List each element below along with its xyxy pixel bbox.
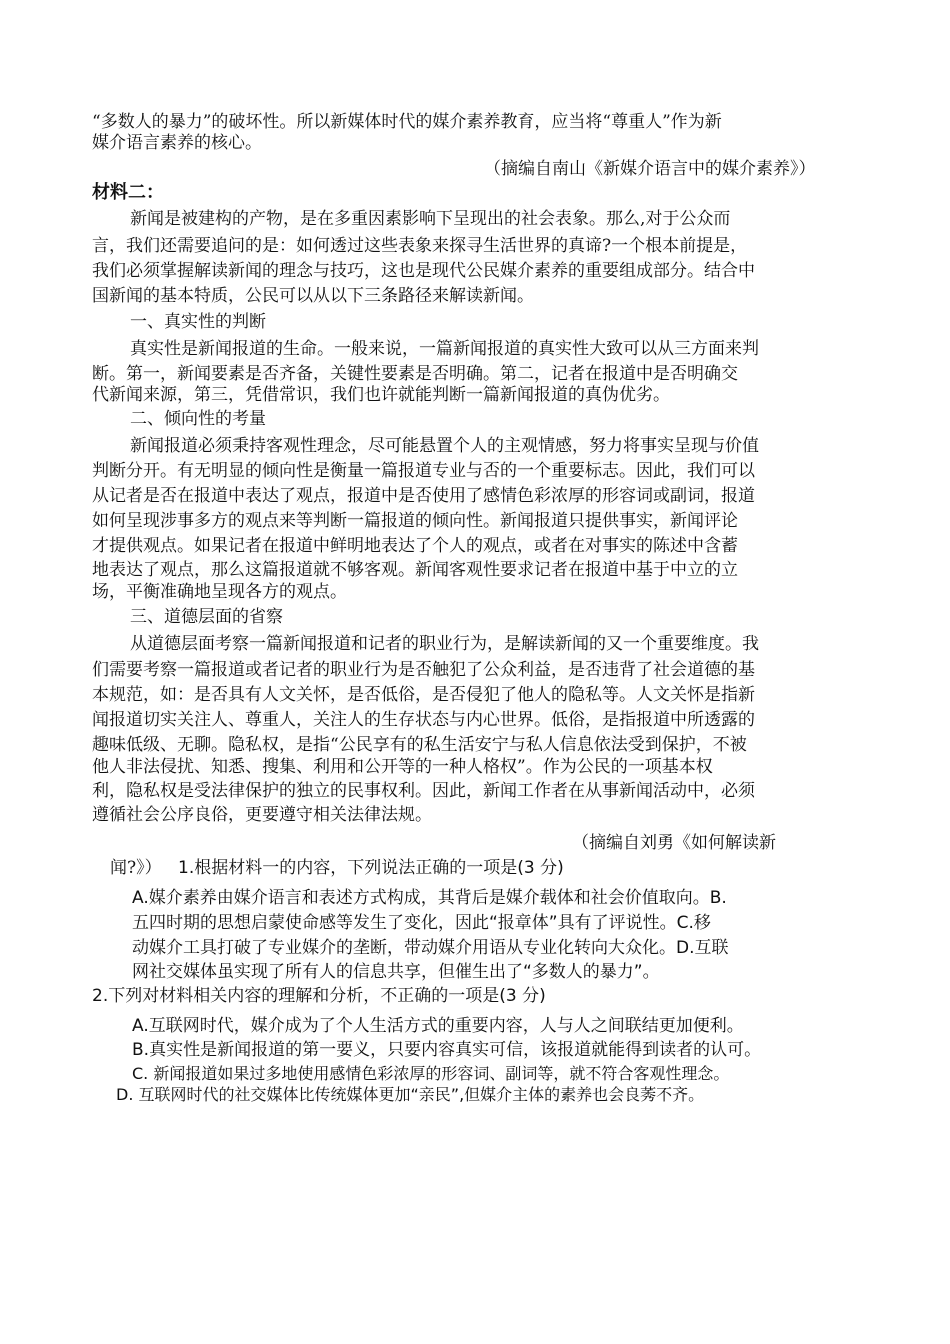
question-1-stem: 1.根据材料一的内容，下列说法正确的一项是(3 分) xyxy=(178,858,564,878)
subsection-title: 一、真实性的判断 xyxy=(130,312,266,332)
paragraph-line: 断。第一，新闻要素是否齐备，关键性要素是否明确。第二，记者在报道中是否明确交 xyxy=(92,364,738,384)
paragraph-line: 他人非法侵扰、知悉、搜集、利用和公开等的一种人格权”。作为公民的一项基本权 xyxy=(92,757,713,777)
paragraph-line: 们需要考察一篇报道或者记者的职业行为是否触犯了公众利益，是否违背了社会道德的基 xyxy=(92,660,755,680)
paragraph-line: 真实性是新闻报道的生命。一般来说，一篇新闻报道的真实性大致可以从三方面来判 xyxy=(130,339,759,359)
paragraph-line: 遵循社会公序良俗，更要遵守相关法律法规。 xyxy=(92,805,432,825)
question-2-option: B.真实性是新闻报道的第一要义，只要内容真实可信，该报道就能得到读者的认可。 xyxy=(132,1040,762,1060)
paragraph-line: 地表达了观点，那么这篇报道就不够客观。新闻客观性要求记者在报道中基于中立的立 xyxy=(92,560,738,580)
paragraph-line: “多数人的暴力”的破坏性。所以新媒体时代的媒介素养教育，应当将“尊重人”作为新 xyxy=(92,112,722,132)
paragraph-line: 如何呈现涉事多方的观点来等判断一篇报道的倾向性。新闻报道只提供事实，新闻评论 xyxy=(92,511,738,531)
question-1-option: A.媒介素养由媒介语言和表述方式构成，其背后是媒介载体和社会价值取向。B. xyxy=(132,888,727,908)
question-2-option: C. 新闻报道如果过多地使用感情色彩浓厚的形容词、副词等，就不符合客观性理念。 xyxy=(132,1064,730,1083)
question-2-option: A.互联网时代，媒介成为了个人生活方式的重要内容，人与人之间联结更加便利。 xyxy=(132,1016,744,1036)
paragraph-line: 从记者是否在报道中表达了观点，报道中是否使用了感情色彩浓厚的形容词或副词，报道 xyxy=(92,486,755,506)
paragraph-line: 本规范，如：是否具有人文关怀，是否低俗，是否侵犯了他人的隐私等。人文关怀是指新 xyxy=(92,685,755,705)
question-1-option: 网社交媒体虽实现了所有人的信息共享，但催生出了“多数人的暴力”。 xyxy=(132,962,660,982)
paragraph-line: 代新闻来源，第三，凭借常识，我们也许就能判断一篇新闻报道的真伪优劣。 xyxy=(92,385,670,405)
paragraph-line: 言，我们还需要追问的是：如何透过这些表象来探寻生活世界的真谛?一个根本前提是， xyxy=(92,236,748,256)
source-citation: （摘编自南山《新媒介语言中的媒介素养》） xyxy=(484,159,816,179)
question-1-option: 五四时期的思想启蒙使命感等发生了变化，因此“报章体”具有了评说性。C.移 xyxy=(132,913,711,933)
question-2-option: D. 互联网时代的社交媒体比传统媒体更加“亲民”,但媒介主体的素养也会良莠不齐。 xyxy=(116,1085,705,1104)
paragraph-line: 媒介语言素养的核心。 xyxy=(92,133,262,153)
source-citation: （摘编自刘勇《如何解读新 xyxy=(572,833,776,853)
subsection-title: 三、道德层面的省察 xyxy=(130,607,283,627)
paragraph-line: 判断分开。有无明显的倾向性是衡量一篇报道专业与否的一个重要标志。因此，我们可以 xyxy=(92,461,755,481)
subsection-title: 二、倾向性的考量 xyxy=(130,409,266,429)
question-1-option: 动媒介工具打破了专业媒介的垄断，带动媒介用语从专业化转向大众化。D.互联 xyxy=(132,938,729,958)
source-citation: 闻?》） xyxy=(110,858,162,878)
paragraph-line: 国新闻的基本特质，公民可以从以下三条路径来解读新闻。 xyxy=(92,286,534,306)
paragraph-line: 从道德层面考察一篇新闻报道和记者的职业行为，是解读新闻的又一个重要维度。我 xyxy=(130,634,759,654)
paragraph-line: 新闻是被建构的产物，是在多重因素影响下呈现出的社会表象。那么,对于公众而 xyxy=(130,209,731,229)
paragraph-line: 趣味低级、无聊。隐私权，是指“公民享有的私生活安宁与私人信息依法受到保护，不被 xyxy=(92,735,747,755)
paragraph-line: 闻报道切实关注人、尊重人，关注人的生存状态与内心世界。低俗，是指报道中所透露的 xyxy=(92,710,755,730)
paragraph-line: 我们必须掌握解读新闻的理念与技巧，这也是现代公民媒介素养的重要组成部分。结合中 xyxy=(92,261,755,281)
paragraph-line: 利，隐私权是受法律保护的独立的民事权利。因此，新闻工作者在从事新闻活动中，必须 xyxy=(92,781,755,801)
paragraph-line: 新闻报道必须秉持客观性理念，尽可能悬置个人的主观情感，努力将事实呈现与价值 xyxy=(130,436,759,456)
paragraph-line: 场，平衡准确地呈现各方的观点。 xyxy=(92,582,347,602)
section-heading: 材料二： xyxy=(92,182,164,203)
question-2-stem: 2.下列对材料相关内容的理解和分析，不正确的一项是(3 分) xyxy=(92,986,546,1006)
paragraph-line: 才提供观点。如果记者在报道中鲜明地表达了个人的观点，或者在对事实的陈述中含蓄 xyxy=(92,536,738,556)
